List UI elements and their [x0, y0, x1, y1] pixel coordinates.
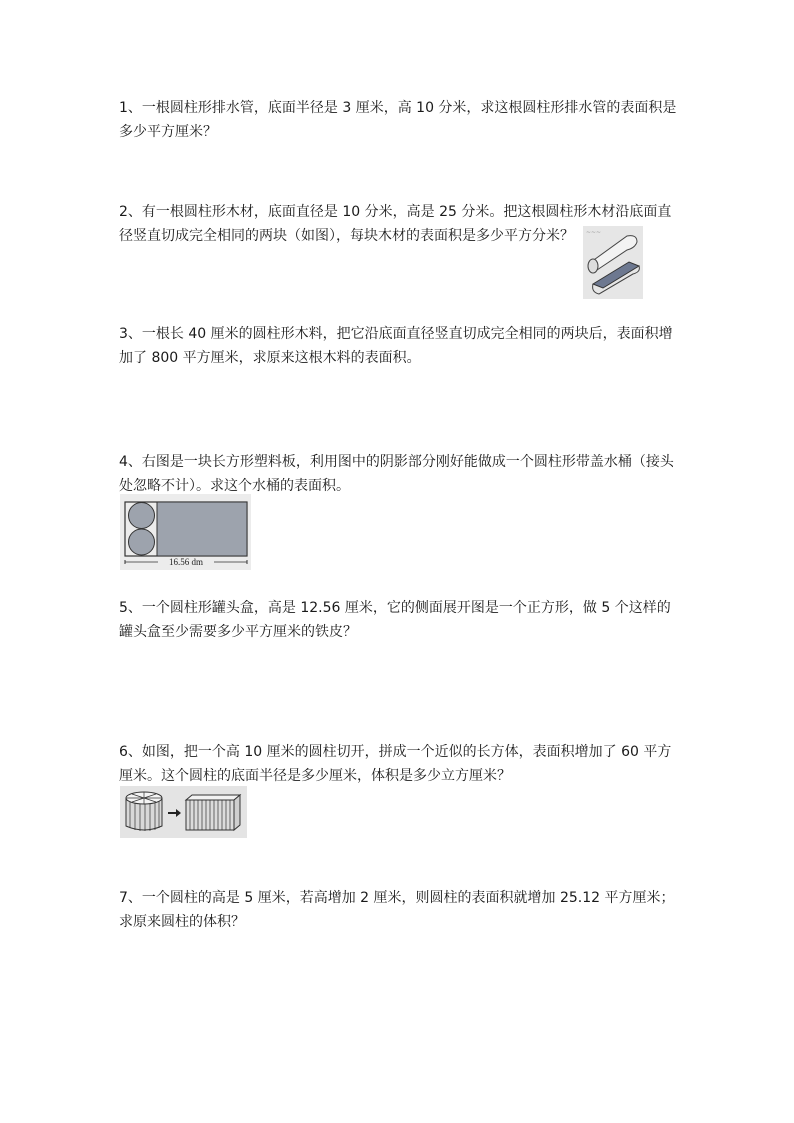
question-4: 4、右图是一块长方形塑料板，利用图中的阴影部分刚好能做成一个圆柱形带盖水桶（接头处忽略不计）。求这个水桶的表面积。 [119, 454, 674, 494]
question-3: 3、一根长 40 厘米的圆柱形木料，把它沿底面直径竖直切成完全相同的两块后，表面积增加了 800 平方厘米，求原来这根木料的表面积。 [119, 326, 673, 366]
split-cylinder-figure [583, 226, 643, 299]
question-5: 5、一个圆柱形罐头盒，高是 12.56 厘米，它的侧面展开图是一个正方形，做 5 个这样的罐头盒至少需要多少平方厘米的铁皮？ [119, 600, 671, 640]
question-1: 1、一根圆柱形排水管，底面半径是 3 厘米，高 10 分米，求这根圆柱形排水管的表面积是多少平方厘米？ [119, 100, 677, 140]
question-6: 6、如图，把一个高 10 厘米的圆柱切开，拼成一个近似的长方体，表面积增加了 60 平方厘米。这个圆柱的底面半径是多少厘米，体积是多少立方厘米？ [119, 744, 672, 784]
question-7: 7、一个圆柱的高是 5 厘米，若高增加 2 厘米，则圆柱的表面积就增加 25.12 平方厘米；求原来圆柱的体积？ [119, 890, 675, 930]
plastic-board-figure [120, 494, 251, 570]
question-2: 2、有一根圆柱形木材，底面直径是 10 分米，高是 25 分米。把这根圆柱形木材沿底面直径竖直切成完全相同的两块（如图），每块木材的表面积是多少平方分米？ [119, 204, 672, 244]
board-length-label: 16.56 dm [168, 557, 204, 567]
cylinder-to-cuboid-figure [120, 786, 247, 838]
svg-text:~~~: ~~~ [586, 229, 602, 236]
